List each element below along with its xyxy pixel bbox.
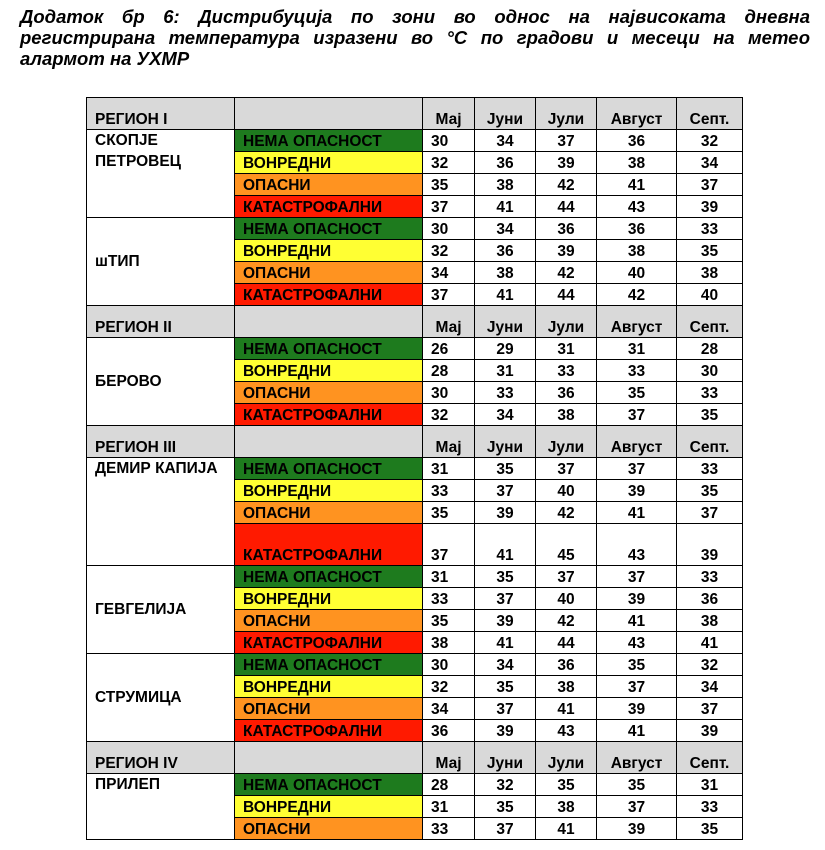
temperature-value: 31 <box>536 338 597 360</box>
month-header: Јули <box>536 426 597 458</box>
temperature-value: 42 <box>536 610 597 632</box>
month-header: Август <box>597 742 677 774</box>
temperature-value: 37 <box>423 196 475 218</box>
alarm-level-danger: ОПАСНИ <box>235 818 423 840</box>
alarm-level-danger: ОПАСНИ <box>235 610 423 632</box>
city-name: ДЕМИР КАПИЈА <box>87 458 235 566</box>
table-row <box>87 654 743 676</box>
temperature-value: 36 <box>677 588 743 610</box>
city-name: ГЕВГЕЛИЈА <box>87 566 235 654</box>
region-header-row <box>87 426 743 458</box>
temperature-value: 39 <box>475 502 536 524</box>
temperature-value: 43 <box>597 196 677 218</box>
temperature-value: 39 <box>475 720 536 742</box>
temperature-value: 39 <box>475 610 536 632</box>
temperature-value: 33 <box>423 818 475 840</box>
temperature-value: 30 <box>423 130 475 152</box>
temperature-value: 33 <box>536 360 597 382</box>
temperature-value: 37 <box>677 502 743 524</box>
city-name: СКОПЈЕ ПЕТРОВЕЦ <box>87 130 235 218</box>
temperature-value: 38 <box>423 632 475 654</box>
alarm-level-cat: КАТАСТРОФАЛНИ <box>235 284 423 306</box>
month-header: Јули <box>536 306 597 338</box>
temperature-value: 32 <box>677 130 743 152</box>
region-header-row <box>87 742 743 774</box>
alarm-level-none: НЕМА ОПАСНОСТ <box>235 654 423 676</box>
temperature-value: 36 <box>423 720 475 742</box>
month-header: Септ. <box>677 426 743 458</box>
temperature-value: 33 <box>597 360 677 382</box>
temperature-value: 41 <box>597 174 677 196</box>
temperature-value: 41 <box>475 632 536 654</box>
temperature-value: 38 <box>536 676 597 698</box>
temperature-value: 33 <box>677 218 743 240</box>
temperature-value: 37 <box>677 174 743 196</box>
temperature-value: 35 <box>475 566 536 588</box>
temperature-value: 36 <box>536 382 597 404</box>
month-header: Август <box>597 426 677 458</box>
temperature-value: 35 <box>677 480 743 502</box>
temperature-value: 36 <box>475 152 536 174</box>
temperature-value: 41 <box>536 698 597 720</box>
temperature-value: 38 <box>597 152 677 174</box>
temperature-value: 35 <box>677 818 743 840</box>
temperature-value: 33 <box>423 588 475 610</box>
temperature-value: 37 <box>423 284 475 306</box>
temperature-value: 37 <box>475 818 536 840</box>
alarm-level-extra: ВОНРЕДНИ <box>235 796 423 818</box>
alarm-level-none: НЕМА ОПАСНОСТ <box>235 774 423 796</box>
temperature-value: 37 <box>597 566 677 588</box>
temperature-value: 36 <box>475 240 536 262</box>
temperature-value: 36 <box>597 130 677 152</box>
temperature-value: 43 <box>597 632 677 654</box>
temperature-value: 33 <box>475 382 536 404</box>
temperature-value: 41 <box>475 284 536 306</box>
temperature-value: 37 <box>536 130 597 152</box>
month-header: Јули <box>536 742 597 774</box>
temperature-value: 44 <box>536 632 597 654</box>
alarm-level-extra: ВОНРЕДНИ <box>235 360 423 382</box>
alarm-level-cat: КАТАСТРОФАЛНИ <box>235 196 423 218</box>
temperature-value: 44 <box>536 196 597 218</box>
temperature-value: 29 <box>475 338 536 360</box>
table-row <box>87 130 743 152</box>
temperature-value: 35 <box>475 796 536 818</box>
temperature-value: 33 <box>677 458 743 480</box>
temperature-value: 37 <box>423 524 475 566</box>
temperature-value: 42 <box>597 284 677 306</box>
temperature-value: 37 <box>536 458 597 480</box>
temperature-value: 40 <box>677 284 743 306</box>
temperature-value: 38 <box>597 240 677 262</box>
month-header: Мај <box>423 426 475 458</box>
temperature-value: 41 <box>597 610 677 632</box>
caption-line: алармот на УХМР <box>20 48 190 69</box>
month-header: Јуни <box>475 98 536 130</box>
alarm-level-none: НЕМА ОПАСНОСТ <box>235 130 423 152</box>
temperature-value: 35 <box>677 404 743 426</box>
temperature-value: 33 <box>677 566 743 588</box>
temperature-value: 35 <box>677 240 743 262</box>
caption-line: Додаток бр 6: Дистрибуција по зони во однос на највисоката дневна <box>20 6 810 27</box>
temperature-value: 35 <box>423 610 475 632</box>
temperature-value: 37 <box>475 588 536 610</box>
alarm-level-extra: ВОНРЕДНИ <box>235 588 423 610</box>
temperature-value: 30 <box>423 382 475 404</box>
temperature-value: 41 <box>597 720 677 742</box>
temperature-value: 32 <box>423 240 475 262</box>
table-row <box>87 338 743 360</box>
alarm-level-cat: КАТАСТРОФАЛНИ <box>235 524 423 566</box>
month-header: Септ. <box>677 742 743 774</box>
temperature-value: 38 <box>475 262 536 284</box>
temperature-value: 39 <box>677 524 743 566</box>
temperature-value: 43 <box>597 524 677 566</box>
temperature-value: 38 <box>536 404 597 426</box>
month-header: Мај <box>423 742 475 774</box>
alarm-level-none: НЕМА ОПАСНОСТ <box>235 338 423 360</box>
temperature-value: 42 <box>536 174 597 196</box>
temperature-value: 42 <box>536 502 597 524</box>
city-name: СТРУМИЦА <box>87 654 235 742</box>
temperature-value: 41 <box>597 502 677 524</box>
temperature-value: 41 <box>677 632 743 654</box>
temperature-value: 32 <box>423 404 475 426</box>
alarm-level-none: НЕМА ОПАСНОСТ <box>235 566 423 588</box>
region-name: РЕГИОН I <box>87 98 235 130</box>
temperature-value: 30 <box>423 654 475 676</box>
region-header-row <box>87 306 743 338</box>
temperature-value: 36 <box>597 218 677 240</box>
temperature-value: 35 <box>475 676 536 698</box>
temperature-value: 37 <box>597 676 677 698</box>
month-header: Септ. <box>677 98 743 130</box>
alarm-level-none: НЕМА ОПАСНОСТ <box>235 458 423 480</box>
temperature-value: 37 <box>536 566 597 588</box>
alarm-level-cat: КАТАСТРОФАЛНИ <box>235 632 423 654</box>
temperature-value: 28 <box>423 360 475 382</box>
month-header: Јули <box>536 98 597 130</box>
month-header: Јуни <box>475 426 536 458</box>
temperature-value: 35 <box>536 774 597 796</box>
table-row <box>87 458 743 480</box>
temperature-value: 26 <box>423 338 475 360</box>
temperature-value: 44 <box>536 284 597 306</box>
temperature-value: 34 <box>475 654 536 676</box>
alarm-level-cat: КАТАСТРОФАЛНИ <box>235 404 423 426</box>
city-name: БЕРОВО <box>87 338 235 426</box>
document-caption <box>20 6 810 69</box>
month-header: Септ. <box>677 306 743 338</box>
city-name: шТИП <box>87 218 235 306</box>
temperature-value: 38 <box>475 174 536 196</box>
month-header: Јуни <box>475 306 536 338</box>
alarm-level-extra: ВОНРЕДНИ <box>235 240 423 262</box>
temperature-value: 38 <box>677 262 743 284</box>
table-row <box>87 774 743 796</box>
temperature-value: 41 <box>536 818 597 840</box>
temperature-value: 37 <box>677 698 743 720</box>
temperature-value: 37 <box>475 698 536 720</box>
temperature-value: 34 <box>475 404 536 426</box>
temperature-value: 34 <box>423 262 475 284</box>
temperature-value: 43 <box>536 720 597 742</box>
caption-line: регистрирана температура изразени во °C по градови и месеци на метео <box>20 27 810 48</box>
temperature-value: 39 <box>677 196 743 218</box>
alarm-level-cat: КАТАСТРОФАЛНИ <box>235 720 423 742</box>
temperature-value: 35 <box>597 654 677 676</box>
temperature-value: 38 <box>536 796 597 818</box>
temperature-value: 31 <box>423 566 475 588</box>
alarm-level-danger: ОПАСНИ <box>235 262 423 284</box>
temperature-value: 34 <box>475 218 536 240</box>
alarm-level-danger: ОПАСНИ <box>235 698 423 720</box>
temperature-value: 34 <box>475 130 536 152</box>
temperature-value: 34 <box>677 676 743 698</box>
temperature-value: 31 <box>423 796 475 818</box>
temperature-value: 31 <box>677 774 743 796</box>
region-header-row <box>87 98 743 130</box>
temperature-value: 33 <box>677 382 743 404</box>
temperature-value: 33 <box>423 480 475 502</box>
month-header: Август <box>597 98 677 130</box>
temperature-value: 41 <box>475 196 536 218</box>
temperature-value: 32 <box>423 152 475 174</box>
temperature-value: 35 <box>597 382 677 404</box>
temperature-value: 39 <box>677 720 743 742</box>
temperature-value: 40 <box>536 588 597 610</box>
temperature-value: 32 <box>475 774 536 796</box>
table-row <box>87 218 743 240</box>
temperature-value: 35 <box>423 174 475 196</box>
temperature-value: 34 <box>423 698 475 720</box>
alarm-level-danger: ОПАСНИ <box>235 174 423 196</box>
temperature-value: 28 <box>677 338 743 360</box>
region-name: РЕГИОН IV <box>87 742 235 774</box>
temperature-value: 31 <box>597 338 677 360</box>
month-header: Мај <box>423 98 475 130</box>
temperature-value: 38 <box>677 610 743 632</box>
alarm-level-extra: ВОНРЕДНИ <box>235 480 423 502</box>
alarm-level-extra: ВОНРЕДНИ <box>235 152 423 174</box>
temperature-value: 31 <box>423 458 475 480</box>
temperature-value: 36 <box>536 218 597 240</box>
temperature-value: 30 <box>423 218 475 240</box>
temperature-value: 39 <box>536 240 597 262</box>
temperature-value: 37 <box>475 480 536 502</box>
temperature-value: 39 <box>597 588 677 610</box>
alarm-level-extra: ВОНРЕДНИ <box>235 676 423 698</box>
temperature-value: 30 <box>677 360 743 382</box>
region-header-blank <box>235 306 423 338</box>
temperature-value: 32 <box>423 676 475 698</box>
temperature-value: 32 <box>677 654 743 676</box>
alarm-level-danger: ОПАСНИ <box>235 502 423 524</box>
region-header-blank <box>235 742 423 774</box>
temperature-value: 39 <box>536 152 597 174</box>
region-header-blank <box>235 98 423 130</box>
temperature-value: 40 <box>597 262 677 284</box>
temperature-value: 40 <box>536 480 597 502</box>
temperature-value: 34 <box>677 152 743 174</box>
temperature-value: 33 <box>677 796 743 818</box>
temperature-value: 35 <box>423 502 475 524</box>
temperature-value: 39 <box>597 480 677 502</box>
temperature-value: 39 <box>597 698 677 720</box>
month-header: Мај <box>423 306 475 338</box>
region-header-blank <box>235 426 423 458</box>
temperature-value: 45 <box>536 524 597 566</box>
city-name: ПРИЛЕП <box>87 774 235 840</box>
temperature-value: 28 <box>423 774 475 796</box>
temperature-value: 31 <box>475 360 536 382</box>
table-row <box>87 566 743 588</box>
temperature-value: 37 <box>597 404 677 426</box>
temperature-value: 36 <box>536 654 597 676</box>
temperature-alarm-table <box>86 97 743 840</box>
alarm-level-none: НЕМА ОПАСНОСТ <box>235 218 423 240</box>
region-name: РЕГИОН II <box>87 306 235 338</box>
temperature-value: 42 <box>536 262 597 284</box>
alarm-level-danger: ОПАСНИ <box>235 382 423 404</box>
month-header: Јуни <box>475 742 536 774</box>
month-header: Август <box>597 306 677 338</box>
temperature-value: 37 <box>597 458 677 480</box>
temperature-value: 37 <box>597 796 677 818</box>
temperature-value: 35 <box>597 774 677 796</box>
region-name: РЕГИОН III <box>87 426 235 458</box>
temperature-value: 39 <box>597 818 677 840</box>
temperature-value: 41 <box>475 524 536 566</box>
temperature-value: 35 <box>475 458 536 480</box>
